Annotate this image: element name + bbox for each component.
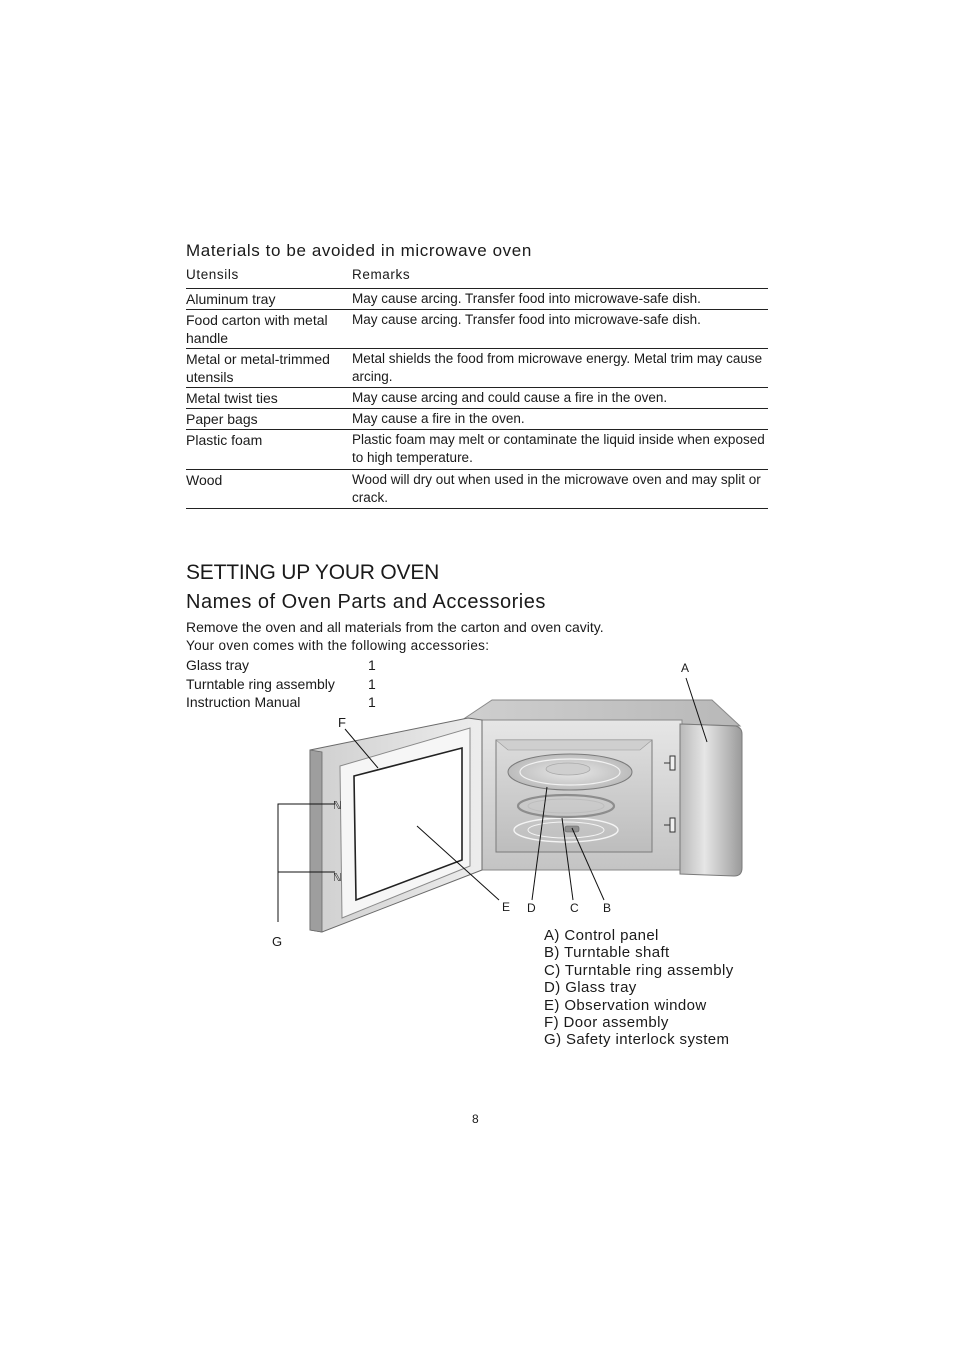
accessory-name: Glass tray [186, 657, 250, 673]
interlock-hook-icon: ℕ [333, 871, 342, 884]
label-f: F [338, 715, 346, 730]
glass-tray [508, 754, 632, 790]
utensil-cell: Metal or metal-trimmed utensils [186, 349, 352, 388]
utensil-cell: Wood [186, 470, 352, 509]
latch-receiver-upper [670, 756, 675, 770]
utensil-cell: Plastic foam [186, 430, 352, 470]
interlock-hook-icon: ℕ [333, 799, 342, 812]
accessories-intro: Your oven comes with the following accessories: [186, 638, 490, 653]
label-b: B [603, 901, 612, 915]
latch-receiver-lower [670, 818, 675, 832]
accessory-name: Instruction Manual [186, 694, 301, 710]
label-c: C [570, 901, 579, 915]
label-a: A [681, 661, 690, 675]
remark-cell: Plastic foam may melt or contaminate the liquid inside when exposed to high temperature. [352, 430, 768, 470]
legend-item: C) Turntable ring assembly [544, 961, 734, 979]
parts-legend [544, 927, 734, 1049]
intro-text: Remove the oven and all materials from the carton and oven cavity. [186, 619, 604, 635]
remark-cell: Wood will dry out when used in the microwave oven and may split or crack. [352, 470, 768, 509]
utensil-cell: Food carton with metal handle [186, 310, 352, 349]
remark-cell: May cause a fire in the oven. [352, 409, 768, 430]
accessory-qty: 1 [368, 657, 376, 673]
materials-title: Materials to be avoided in microwave oven [186, 241, 532, 260]
legend-item: F) Door assembly [544, 1014, 669, 1032]
page-number: 8 [472, 1112, 479, 1126]
utensil-cell: Paper bags [186, 409, 352, 430]
label-e: E [502, 900, 511, 914]
remark-cell: Metal shields the food from microwave energy. Metal trim may cause arcing. [352, 349, 768, 388]
remark-cell: May cause arcing and could cause a fire in the oven. [352, 388, 768, 409]
legend-item: B) Turntable shaft [544, 944, 670, 962]
legend-item: D) Glass tray [544, 979, 637, 997]
label-d: D [527, 901, 536, 915]
section-heading: SETTING UP YOUR OVEN [186, 561, 440, 584]
accessory-qty: 1 [368, 694, 376, 710]
column-header-utensils: Utensils [186, 266, 352, 289]
legend-item: A) Control panel [544, 927, 659, 944]
label-g: G [272, 934, 283, 949]
oven-door [310, 718, 482, 932]
utensil-cell: Aluminum tray [186, 289, 352, 310]
section-subheading: Names of Oven Parts and Accessories [186, 591, 546, 613]
accessory-name: Turntable ring assembly [186, 676, 335, 692]
legend-item: G) Safety interlock system [544, 1031, 730, 1049]
remark-cell: May cause arcing. Transfer food into microwave-safe dish. [352, 310, 768, 349]
control-panel [680, 724, 742, 876]
utensil-cell: Metal twist ties [186, 388, 352, 409]
remark-cell: May cause arcing. Transfer food into microwave-safe dish. [352, 289, 768, 310]
column-header-remarks: Remarks [352, 266, 768, 289]
accessory-qty: 1 [368, 676, 376, 692]
legend-item: E) Observation window [544, 996, 707, 1014]
